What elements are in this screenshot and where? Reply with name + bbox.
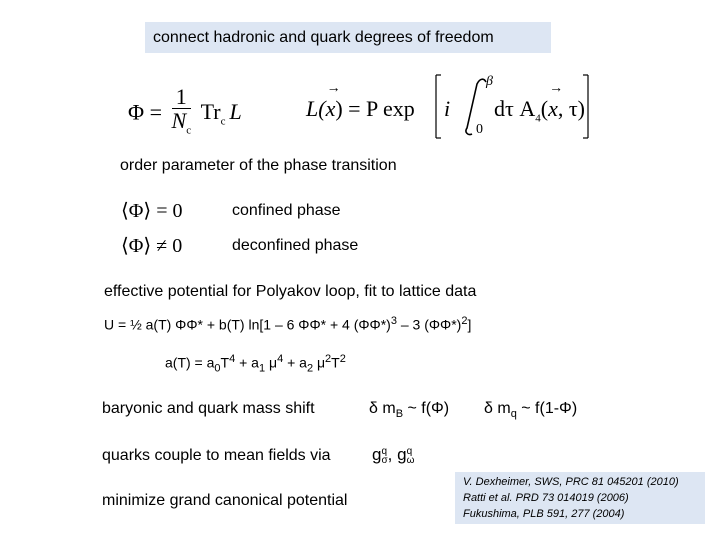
phi-fraction-denominator: $N_c$ <box>171 108 192 137</box>
baryon-mass-shift-relation: δ $m_B$ ~ f(Φ) <box>369 400 450 421</box>
vector-x: → x <box>325 81 341 121</box>
title-text: connect hadronic and quark degrees of freedom <box>153 29 494 46</box>
integral-upper-limit: β <box>486 74 493 89</box>
phi-definition-equation <box>128 86 242 142</box>
coupling-g-omega: g q ω <box>397 445 415 466</box>
confined-label: confined phase <box>232 202 341 219</box>
potential-equation: U = ½ a(T) ΦΦ* + b(T) ln[1 – 6 ΦΦ* + 4 $(\Phi\Phi*)^3 - 3$ $(\Phi\Phi*)^2$] <box>104 315 472 333</box>
phi-trace: $Tr_c$ L <box>200 99 242 128</box>
quark-mass-shift-relation: δ $m_q$ ~ f(1-Φ) <box>484 400 578 421</box>
phi-fraction <box>172 86 192 142</box>
coupling-constants: g q σ , g q ω <box>372 445 415 466</box>
polyakov-loop-equation: L( → x) = P exp <box>306 81 415 121</box>
reference-3: Fukushima, PLB 591, 277 (2004) <box>463 508 625 520</box>
mass-shift-label: baryonic and quark mass shift <box>102 400 315 417</box>
confined-expression: ⟨Φ⟩ = 0 <box>121 200 183 222</box>
reference-2: Ratti et al. PRD 73 014019 (2006) <box>463 492 629 504</box>
order-parameter-text: order parameter of the phase transition <box>120 157 397 174</box>
integral-body: dτ $A_4$( → x, τ) <box>494 81 585 125</box>
deconfined-label: deconfined phase <box>232 237 359 254</box>
integral-lower-limit: 0 <box>476 122 483 137</box>
deconfined-expression: ⟨Φ⟩ ≠ 0 <box>121 235 183 257</box>
coupling-g-sigma: g q σ <box>372 445 388 466</box>
minimize-text: minimize grand canonical potential <box>102 492 348 509</box>
reference-1: V. Dexheimer, SWS, PRC 81 045201 (2010) <box>463 476 679 488</box>
a-of-t-equation: $a(T) = a_0T^4 + a_1$ $\mu^4 + a_2$ $\mu^2T^2$ <box>165 353 346 375</box>
phi-fraction-numerator: 1 <box>172 86 192 109</box>
imaginary-unit: i <box>444 96 451 121</box>
effective-potential-text: effective potential for Polyakov loop, fit to lattice data <box>104 283 477 300</box>
couple-label: quarks couple to mean fields via <box>102 447 331 464</box>
phi-lhs: Φ = <box>128 99 162 125</box>
